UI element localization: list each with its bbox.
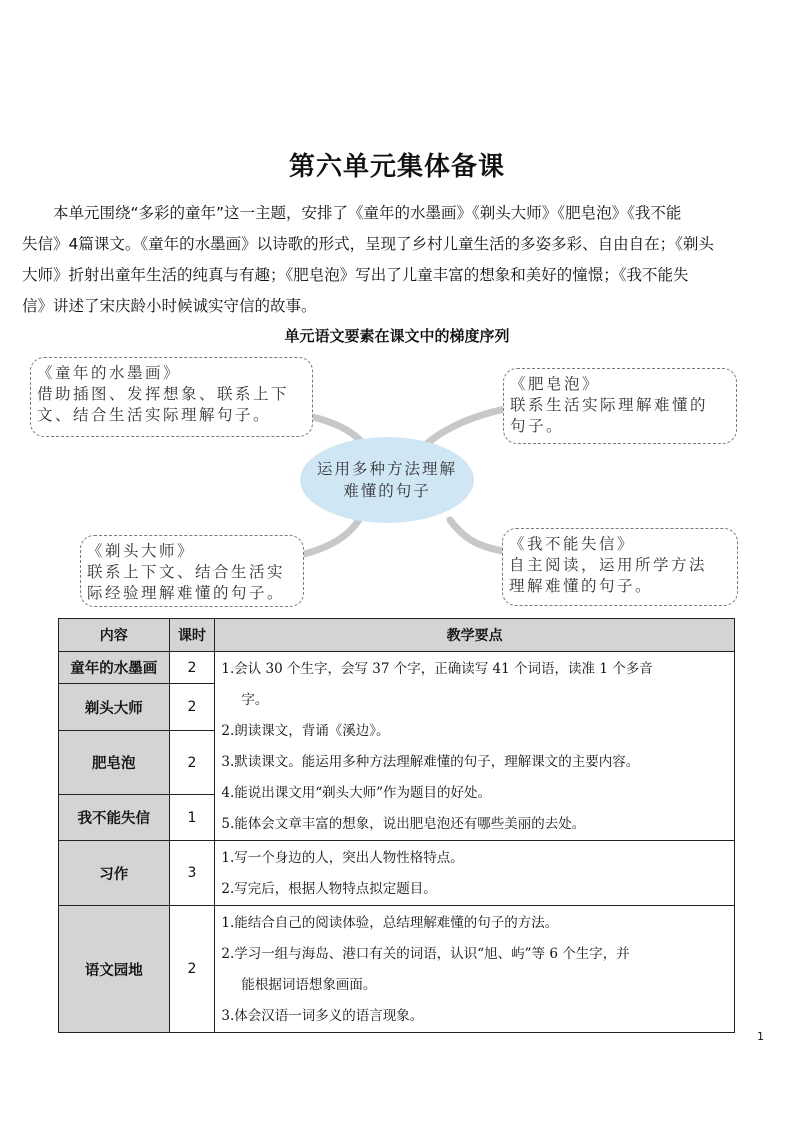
point-line: 2.写完后，根据人物特点拟定题目。 [221, 881, 437, 897]
point-line: 1.写一个身边的人，突出人物性格特点。 [221, 850, 464, 866]
point-line: 2.学习一组与海岛、港口有关的词语，认识“旭、屿”等 6 个生字，并 [221, 946, 630, 962]
page-title: 第六单元集体备课 [288, 152, 505, 182]
box-line: 文、结合生活实际理解句子。 [37, 406, 272, 424]
point-line: 1.能结合自己的阅读体验，总结理解难懂的句子的方法。 [221, 915, 559, 931]
box-line: 联系上下文、结合生活实 [87, 563, 286, 581]
writing-points [215, 841, 735, 906]
header-content: 内容 [59, 619, 170, 652]
lesson-hours: 2 [169, 730, 215, 795]
lesson-name: 剃头大师 [59, 684, 170, 730]
central-theme [300, 437, 474, 523]
lesson-hours: 2 [169, 652, 215, 684]
table-header-row [59, 619, 735, 652]
box-line: 理解难懂的句子。 [509, 577, 654, 595]
lesson-plan-table [58, 618, 735, 1033]
lesson-hours: 2 [169, 906, 215, 1033]
mind-map [0, 350, 794, 610]
box-titoudashi [80, 535, 304, 607]
point-line: 字。 [241, 692, 269, 708]
table-row [59, 841, 735, 906]
table-row [59, 652, 735, 684]
box-title: 《童年的水墨画》 [37, 364, 182, 382]
lesson-hours: 2 [169, 684, 215, 730]
intro-line: 信》讲述了宋庆龄小时候诚实守信的故事。 [22, 297, 317, 315]
box-line: 借助插图、发挥想象、联系上下 [37, 385, 290, 403]
box-line: 句子。 [510, 417, 565, 435]
box-wobunengshixin [502, 528, 738, 606]
point-line: 2.朗读课文，背诵《溪边》。 [221, 723, 390, 739]
box-feizaopao [503, 368, 737, 444]
garden-points [215, 906, 735, 1033]
intro-line: 本单元围绕“多彩的童年”这一主题，安排了《童年的水墨画》《剃头大师》《肥皂泡》《我不能 [53, 204, 682, 222]
lesson-hours: 1 [169, 795, 215, 841]
lesson-name: 肥皂泡 [59, 730, 170, 795]
header-hours: 课时 [169, 619, 215, 652]
point-line: 4.能说出课文用“剃头大师”作为题目的好处。 [221, 785, 492, 801]
intro-line: 失信》4篇课文。《童年的水墨画》以诗歌的形式，呈现了乡村儿童生活的多姿多彩、自由自在；《剃头 [22, 235, 714, 253]
header-points: 教学要点 [215, 619, 735, 652]
intro-line: 大师》折射出童年生活的纯真与有趣；《肥皂泡》写出了儿童丰富的想象和美好的憧憬；《我不能失 [22, 266, 689, 284]
table-row [59, 906, 735, 1033]
reading-points [215, 652, 735, 841]
central-line: 难懂的句子 [343, 482, 431, 500]
central-line: 运用多种方法理解 [316, 460, 457, 478]
intro-paragraph [22, 198, 772, 322]
box-title: 《我不能失信》 [509, 535, 636, 553]
point-line: 5.能体会文章丰富的想象，说出肥皂泡还有哪些美丽的去处。 [221, 816, 586, 832]
lesson-name: 我不能失信 [59, 795, 170, 841]
diagram-subtitle: 单元语文要素在课文中的梯度序列 [284, 327, 510, 345]
point-line: 3.体会汉语一词多义的语言现象。 [221, 1008, 424, 1024]
box-title: 《肥皂泡》 [510, 375, 601, 393]
page-number: 1 [757, 1030, 764, 1043]
point-line: 1.会认 30 个生字，会写 37 个字，正确读写 41 个词语，读准 1 个多音 [221, 661, 653, 677]
point-line: 3.默读课文。能运用多种方法理解难懂的句子，理解课文的主要内容。 [221, 754, 640, 770]
point-line: 能根据词语想象画面。 [241, 977, 377, 993]
box-line: 际经验理解难懂的句子。 [87, 584, 286, 602]
box-line: 自主阅读，运用所学方法 [509, 556, 708, 574]
branch-bottom-right [450, 520, 510, 552]
box-title: 《剃头大师》 [87, 542, 196, 560]
lesson-name: 习作 [59, 841, 170, 906]
lesson-hours: 3 [169, 841, 215, 906]
lesson-name: 语文园地 [59, 906, 170, 1033]
box-tongnian [30, 357, 313, 437]
lesson-name: 童年的水墨画 [59, 652, 170, 684]
branch-bottom-left [300, 518, 360, 555]
box-line: 联系生活实际理解难懂的 [510, 396, 709, 414]
